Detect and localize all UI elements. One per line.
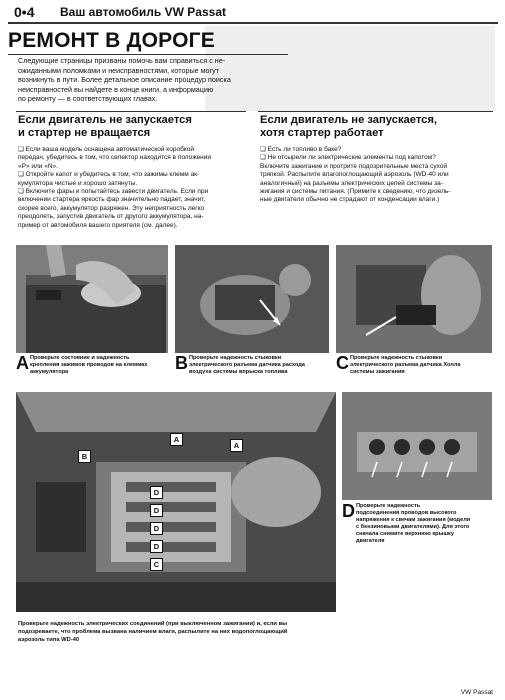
- caption-a-line: аккумулятора: [30, 369, 69, 375]
- photo-hall-sensor: [336, 245, 492, 353]
- photo-spark-plug-wires: [342, 392, 492, 500]
- caption-d-line: Проверьте надежность: [356, 503, 421, 509]
- left-title-line-1: Если двигатель не запускается: [18, 114, 192, 126]
- caption-d-line: сначала снимите верхнюю крышку: [356, 531, 454, 537]
- photo-battery-terminals: [16, 245, 168, 353]
- caption-main-line: Проверьте надежность электрических соединений (при выключенном зажигании) и, если вы: [18, 621, 288, 627]
- right-section-rule: [258, 111, 493, 112]
- right-line: ❏ Есть ли топливо в баке?: [260, 146, 342, 153]
- right-section-body: [260, 146, 498, 205]
- caption-c-line: Проверьте надежность стыковки: [350, 355, 443, 361]
- caption-d-line: подсоединения проводов высокого: [356, 510, 457, 516]
- caption-d-letter: D: [342, 501, 355, 521]
- caption-main-line: аэрозоль типа WD-40: [18, 637, 80, 643]
- caption-c-line: системы зажигания: [350, 369, 405, 375]
- intro-line: возникнуть в пути. Более детальное описание процедур поиска: [18, 75, 231, 85]
- caption-a-letter: A: [16, 353, 29, 373]
- title-rule: [8, 54, 288, 55]
- left-section-rule: [16, 111, 246, 112]
- caption-a: [30, 355, 170, 376]
- caption-c: [350, 355, 495, 376]
- left-section-title: [18, 114, 192, 140]
- engine-tag-c: C: [150, 558, 163, 571]
- page-number: 0•4: [14, 4, 35, 20]
- caption-c-line: электрического разъема датчика Холла: [350, 362, 461, 368]
- engine-tag-b: B: [78, 450, 91, 463]
- page-header: [8, 4, 498, 21]
- caption-d-line: двигателя: [356, 538, 385, 544]
- right-line: Включите зажигание и протрите подозрительные места сухой: [260, 162, 448, 170]
- right-line: тряпкой. Распылите влагопоглощающий аэрозоль (WD-40 или: [260, 171, 449, 179]
- right-line: аналогичный) на разъемы электрических цепей системы за-: [260, 179, 443, 187]
- right-line: ❏ Не отсырели ли электрические элементы под капотом?: [260, 154, 436, 162]
- right-section-title: [260, 114, 437, 140]
- left-line: ❏ Откройте капот и убедитесь в том, что зажимы клемм ак-: [18, 171, 200, 179]
- engine-tag-d: D: [150, 486, 163, 499]
- right-title-line-1: Если двигатель не запускается,: [260, 114, 438, 126]
- caption-b-line: воздуха системы впрыска топлива: [189, 369, 288, 375]
- left-line: «P» или «N».: [18, 162, 58, 170]
- page-title: РЕМОНТ В ДОРОГЕ: [8, 29, 215, 52]
- caption-d: [356, 503, 496, 545]
- left-line: ❏ Включите фары и попытайтесь завести двигатель. Если при: [18, 188, 209, 196]
- engine-tag-a: A: [230, 439, 243, 452]
- caption-d-line: напряжения к свечам зажигания (модели: [356, 517, 471, 523]
- caption-b-letter: B: [175, 353, 188, 373]
- right-line: жигания и системы питания. (Примите к сведению, что дизель-: [260, 188, 451, 196]
- header-rule: [8, 22, 498, 24]
- left-line: включении стартера яркость фар значительно падает, значит,: [18, 196, 206, 204]
- caption-b-line: электрического разъема датчика расхода: [189, 362, 305, 368]
- left-line: передач, убедитесь в том, что селектор находится в положении: [18, 154, 212, 162]
- engine-tag-d: D: [150, 504, 163, 517]
- caption-a-line: Проверьте состояние и надежность: [30, 355, 130, 361]
- header-title: Ваш автомобиль VW Passat: [60, 5, 226, 19]
- right-line: ные двигатели обычно не страдают от конденсации влаги.): [260, 196, 440, 204]
- photo-engine-bay: [16, 392, 336, 612]
- caption-c-letter: C: [336, 353, 349, 373]
- engine-tag-d: D: [150, 522, 163, 535]
- left-line: скорее всего, аккумулятор разряжен. Эту неприятность легко: [18, 204, 205, 212]
- left-line: ❏ Если ваша модель оснащена автоматической коробкой: [18, 146, 194, 153]
- caption-b: [189, 355, 334, 376]
- intro-line: по ремонту — в соответствующих главах.: [18, 94, 158, 104]
- left-section-body: [18, 146, 250, 230]
- intro-paragraph: [18, 56, 288, 104]
- intro-line: Следующие страницы призваны помочь вам справиться с не-: [18, 56, 226, 65]
- left-line: пример от автомобиля вашего приятеля (см. далее).: [18, 221, 178, 229]
- engine-tag-d: D: [150, 540, 163, 553]
- intro-line: неисправностей вы найдете в конце книги, а информацию: [18, 84, 214, 94]
- caption-main-line: подозреваете, что проблема вызвана наличием влаги, распылите на них водопоглощающий: [18, 629, 288, 635]
- left-line: преодолеть, запустив двигатель от другого аккумулятора, на-: [18, 213, 204, 221]
- left-title-line-2: и стартер не вращается: [18, 127, 151, 139]
- caption-b-line: Проверьте надежность стыковки: [189, 355, 282, 361]
- caption-a-line: крепления зажимов проводов на клеммах: [30, 362, 148, 368]
- intro-line: ожиданными поломками и неисправностями, которые могут: [18, 65, 220, 75]
- photo-air-flow-sensor: [175, 245, 329, 353]
- page-footer: VW Passat: [460, 689, 493, 696]
- caption-main: [18, 620, 338, 644]
- caption-d-line: с бензиновыми двигателями). Для этого: [356, 524, 470, 530]
- left-line: кумулятора чистые и хорошо затянуты.: [18, 179, 138, 187]
- engine-tag-a: A: [170, 433, 183, 446]
- right-title-line-2: хотя стартер работает: [260, 127, 384, 139]
